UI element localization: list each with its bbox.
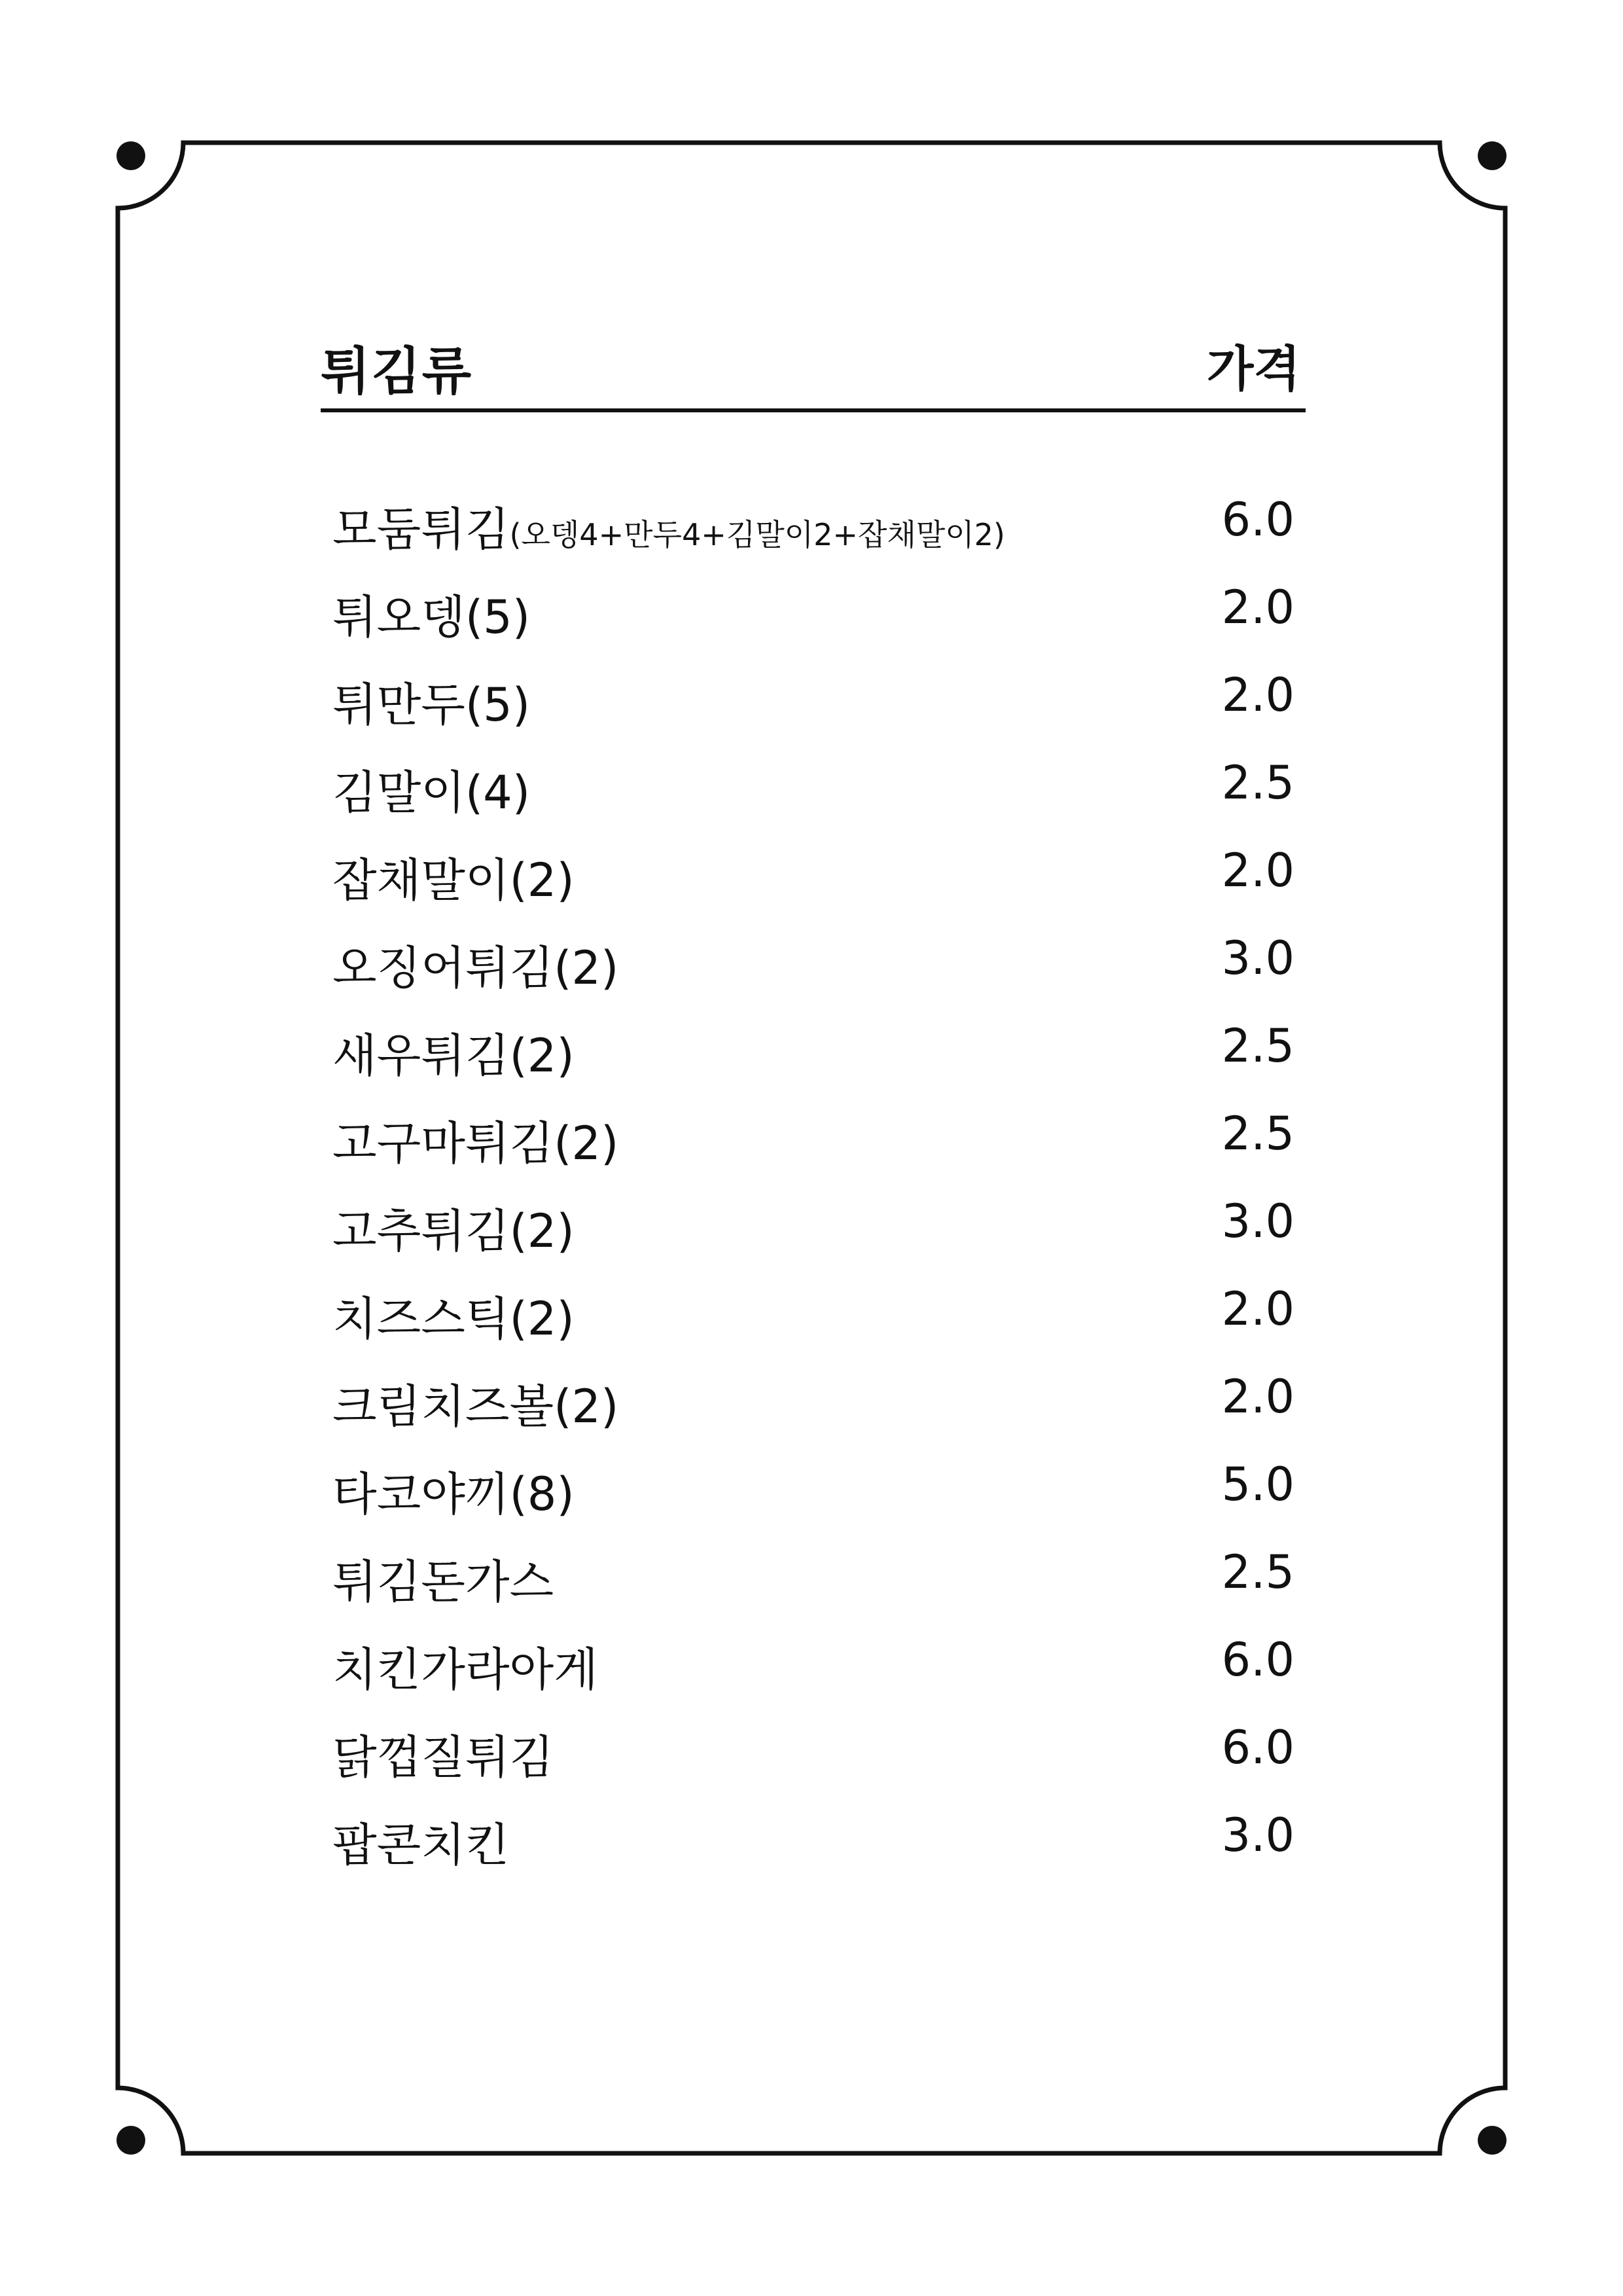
menu-item-label: 크림치즈볼(2): [332, 1380, 619, 1433]
menu-item-label: 오징어튀김(2): [332, 941, 619, 995]
menu-item-price: 2.5: [1221, 1107, 1294, 1160]
menu-item-price: 2.5: [1221, 756, 1294, 810]
corner-dot-top-right: [1478, 141, 1507, 170]
menu-item-price: 6.0: [1221, 1633, 1294, 1687]
menu-item-name: [332, 1194, 575, 1261]
menu-item-name: [332, 1458, 575, 1524]
menu-item-label: 팝콘치킨: [332, 1818, 510, 1872]
menu-item: [332, 663, 1294, 751]
menu-item-price: 2.0: [1221, 1282, 1294, 1336]
menu-item-label: 고추튀김(2): [332, 1204, 575, 1258]
menu-item: [332, 1189, 1294, 1277]
corner-dot-bottom-left: [116, 2126, 145, 2155]
menu-item-name: [332, 1019, 575, 1085]
menu-item-label: 튀김돈가스: [332, 1555, 554, 1609]
header-divider: [321, 408, 1306, 412]
menu-item-label: 치즈스틱(2): [332, 1292, 575, 1346]
menu-item-note: (오뎅4+만두4+김말이2+잡채말이2): [509, 517, 1005, 552]
menu-item-price: 2.5: [1221, 1545, 1294, 1599]
menu-item-name: [332, 756, 530, 822]
corner-dot-top-left: [116, 141, 145, 170]
menu-item-label: 모둠튀김: [332, 503, 510, 556]
menu-item-price: 2.0: [1221, 844, 1294, 897]
menu-item-label: 튀만두(5): [332, 678, 531, 732]
price-column-label: 가격: [1207, 341, 1300, 397]
menu-item-name: [332, 668, 530, 734]
menu-header: [321, 331, 1306, 409]
menu-item-price: 5.0: [1221, 1458, 1294, 1511]
menu-item: [332, 1102, 1294, 1189]
menu-item-name: [332, 1633, 598, 1699]
menu-item-name: [332, 844, 575, 910]
menu-item-name: [332, 1545, 554, 1611]
menu-item-price: 2.5: [1221, 1019, 1294, 1073]
menu-item-price: 2.0: [1221, 668, 1294, 722]
menu-item-name: [332, 1808, 509, 1874]
menu-item-name: [332, 931, 618, 997]
menu-list: [332, 488, 1294, 1891]
menu-item-price: 2.0: [1221, 1370, 1294, 1424]
category-title: 튀김류: [321, 342, 473, 401]
menu-item-price: 6.0: [1221, 493, 1294, 547]
menu-item: [332, 1452, 1294, 1540]
menu-item: [332, 488, 1294, 575]
menu-item: [332, 1277, 1294, 1365]
menu-item-price: 3.0: [1221, 931, 1294, 985]
menu-item: [332, 575, 1294, 663]
menu-item: [332, 1014, 1294, 1102]
menu-item-name: [332, 1370, 618, 1436]
menu-item-price: 6.0: [1221, 1721, 1294, 1774]
menu-item: [332, 1803, 1294, 1891]
menu-item-label: 타코야끼(8): [332, 1467, 575, 1521]
menu-item-price: 3.0: [1221, 1194, 1294, 1248]
menu-item-name: [332, 1282, 575, 1348]
menu-item: [332, 1365, 1294, 1452]
menu-item-name: [332, 1721, 554, 1787]
menu-item: [332, 1540, 1294, 1628]
menu-item-label: 잡채말이(2): [332, 853, 575, 907]
corner-dot-bottom-right: [1478, 2126, 1507, 2155]
menu-item-label: 고구마튀김(2): [332, 1117, 619, 1170]
menu-item-label: 치킨가라아게: [332, 1643, 598, 1696]
menu-item-price: 3.0: [1221, 1808, 1294, 1862]
menu-item-label: 닭껍질튀김: [332, 1731, 554, 1784]
menu-item: [332, 838, 1294, 926]
menu-item: [332, 751, 1294, 838]
menu-item: [332, 1628, 1294, 1715]
menu-item-label: 튀오뎅(5): [332, 590, 531, 644]
menu-item: [332, 1715, 1294, 1803]
menu-item-name: [332, 581, 530, 647]
menu-item: [332, 926, 1294, 1014]
menu-item-name: [332, 1107, 618, 1173]
menu-item-name: [332, 493, 1005, 559]
menu-item-price: 2.0: [1221, 581, 1294, 634]
menu-item-label: 김말이(4): [332, 766, 531, 819]
menu-item-label: 새우튀김(2): [332, 1029, 575, 1083]
